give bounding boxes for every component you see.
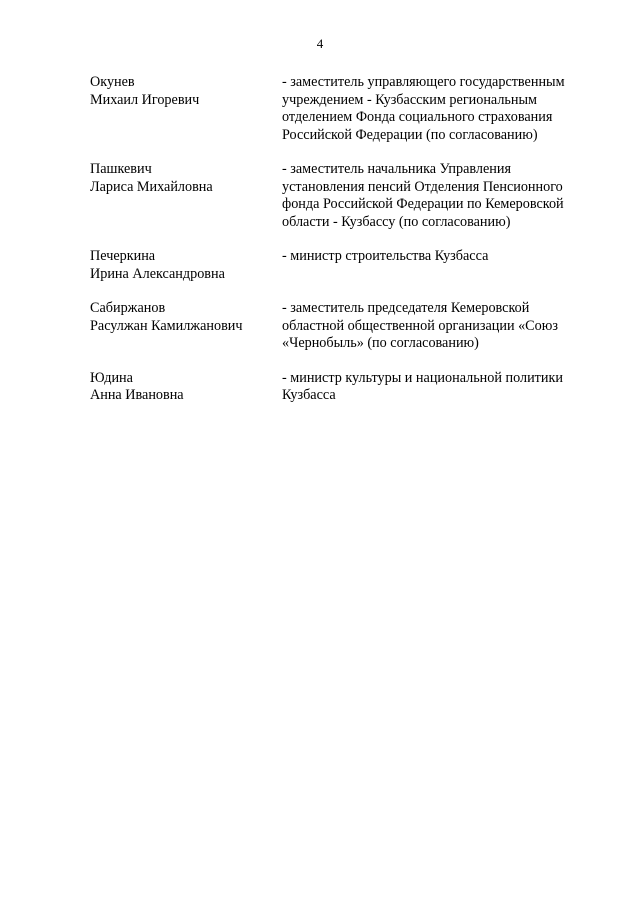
position-line: установления пенсий Отделения Пенсионного bbox=[282, 178, 563, 195]
position-line: фонда Российской Федерации по Кемеровской bbox=[282, 196, 564, 212]
members-list bbox=[90, 74, 590, 422]
member-entry bbox=[90, 300, 590, 353]
position-line: области - Кузбассу (по согласованию) bbox=[282, 213, 511, 230]
member-position bbox=[282, 300, 588, 353]
member-name bbox=[90, 300, 282, 353]
member-position bbox=[282, 248, 588, 283]
member-surname: Окунев bbox=[90, 74, 135, 90]
member-position bbox=[282, 370, 588, 405]
member-name bbox=[90, 161, 282, 231]
position-line: областной общественной организации «Союз bbox=[282, 317, 558, 334]
member-given-names: Михаил Игоревич bbox=[90, 91, 200, 108]
member-entry bbox=[90, 248, 590, 283]
member-surname: Печеркина bbox=[90, 248, 156, 264]
member-given-names: Лариса Михайловна bbox=[90, 178, 213, 195]
position-line: - заместитель управляющего государственным bbox=[282, 74, 565, 90]
position-line: учреждением - Кузбасским региональным bbox=[282, 91, 537, 108]
member-entry bbox=[90, 74, 590, 144]
position-line: «Чернобыль» (по согласованию) bbox=[282, 335, 479, 351]
member-entry bbox=[90, 370, 590, 405]
member-surname: Юдина bbox=[90, 369, 133, 386]
member-entry bbox=[90, 161, 590, 231]
member-name bbox=[90, 370, 282, 405]
position-line: - заместитель председателя Кемеровской bbox=[282, 300, 530, 316]
member-surname: Пашкевич bbox=[90, 161, 152, 177]
member-name bbox=[90, 74, 282, 144]
position-line: Российской Федерации (по согласованию) bbox=[282, 126, 538, 143]
member-surname: Сабиржанов bbox=[90, 300, 166, 316]
member-position bbox=[282, 74, 588, 144]
position-line: - заместитель начальника Управления bbox=[282, 161, 512, 177]
member-given-names: Анна Ивановна bbox=[90, 387, 184, 403]
page-number: 4 bbox=[316, 36, 324, 51]
member-given-names: Ирина Александровна bbox=[90, 265, 225, 282]
position-line: отделением Фонда социального страхования bbox=[282, 109, 553, 125]
position-line: - министр культуры и национальной политики bbox=[282, 369, 563, 386]
member-given-names: Расулжан Камилжанович bbox=[90, 317, 243, 334]
position-line: Кузбасса bbox=[282, 387, 336, 403]
member-position bbox=[282, 161, 588, 231]
member-name bbox=[90, 248, 282, 283]
position-line: - министр строительства Кузбасса bbox=[282, 248, 489, 264]
